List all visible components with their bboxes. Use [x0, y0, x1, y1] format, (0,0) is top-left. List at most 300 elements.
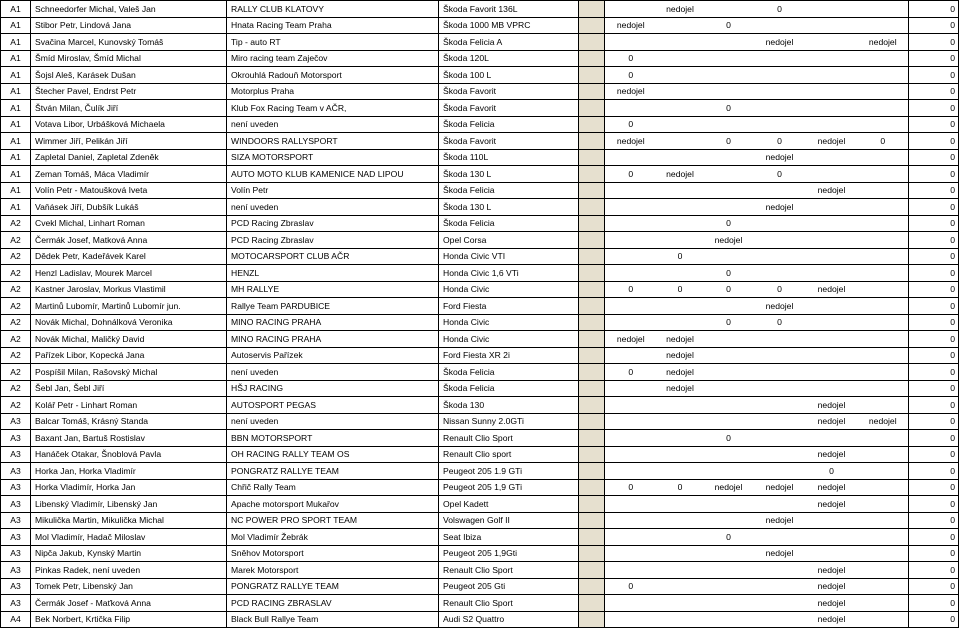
- car-cell: Škoda Favorit 136L: [439, 1, 579, 18]
- car-cell: Škoda Felicia: [439, 116, 579, 133]
- stage-3-cell: [704, 149, 754, 166]
- team-cell: RALLY CLUB KLATOVY: [227, 1, 439, 18]
- stage-4-cell: [754, 67, 806, 84]
- table-row: [1, 413, 959, 430]
- total-cell: 0: [909, 1, 959, 18]
- stage-4-cell: nedojel: [754, 34, 806, 51]
- table-row: [1, 34, 959, 51]
- stage-2-cell: [657, 397, 704, 414]
- crew-cell: Votava Libor, Urbášková Michaela: [31, 116, 227, 133]
- crew-cell: Bek Norbert, Krtička Filip: [31, 611, 227, 628]
- table-row: [1, 100, 959, 117]
- stage-1-cell: [605, 265, 657, 282]
- stage-4-cell: nedojel: [754, 479, 806, 496]
- stage-5-cell: [806, 265, 858, 282]
- stage-5-cell: [806, 232, 858, 249]
- stage-1-cell: [605, 34, 657, 51]
- team-cell: HENZL: [227, 265, 439, 282]
- total-cell: 0: [909, 17, 959, 34]
- shaded-cell: [579, 380, 605, 397]
- class-cell: A3: [1, 446, 31, 463]
- stage-1-cell: 0: [605, 166, 657, 183]
- shaded-cell: [579, 595, 605, 612]
- stage-5-cell: nedojel: [806, 479, 858, 496]
- team-cell: PONGRATZ RALLYE TEAM: [227, 463, 439, 480]
- stage-6-cell: [858, 545, 909, 562]
- table-row: [1, 611, 959, 628]
- stage-1-cell: [605, 347, 657, 364]
- stage-2-cell: [657, 265, 704, 282]
- car-cell: Opel Kadett: [439, 496, 579, 513]
- crew-cell: Martinů Lubomír, Martinů Lubomír jun.: [31, 298, 227, 315]
- stage-5-cell: nedojel: [806, 578, 858, 595]
- stage-4-cell: [754, 611, 806, 628]
- crew-cell: Baxant Jan, Bartuš Rostislav: [31, 430, 227, 447]
- table-row: [1, 248, 959, 265]
- table-row: [1, 83, 959, 100]
- stage-2-cell: nedojel: [657, 364, 704, 381]
- team-cell: WINDOORS RALLYSPORT: [227, 133, 439, 150]
- stage-4-cell: [754, 463, 806, 480]
- stage-6-cell: [858, 298, 909, 315]
- stage-2-cell: [657, 562, 704, 579]
- stage-5-cell: [806, 512, 858, 529]
- team-cell: OH RACING RALLY TEAM OS: [227, 446, 439, 463]
- total-cell: 0: [909, 446, 959, 463]
- car-cell: Škoda Favorit: [439, 133, 579, 150]
- crew-cell: Cvekl Michal, Linhart Roman: [31, 215, 227, 232]
- stage-2-cell: nedojel: [657, 331, 704, 348]
- total-cell: 0: [909, 116, 959, 133]
- stage-5-cell: [806, 83, 858, 100]
- stage-4-cell: 0: [754, 166, 806, 183]
- stage-3-cell: nedojel: [704, 479, 754, 496]
- class-cell: A1: [1, 116, 31, 133]
- stage-1-cell: [605, 611, 657, 628]
- total-cell: 0: [909, 182, 959, 199]
- total-cell: 0: [909, 100, 959, 117]
- car-cell: Honda Civic: [439, 331, 579, 348]
- team-cell: Apache motorsport Mukařov: [227, 496, 439, 513]
- stage-6-cell: [858, 1, 909, 18]
- stage-4-cell: [754, 364, 806, 381]
- stage-6-cell: [858, 331, 909, 348]
- team-cell: PCD Racing Zbraslav: [227, 232, 439, 249]
- total-cell: 0: [909, 578, 959, 595]
- shaded-cell: [579, 67, 605, 84]
- stage-2-cell: [657, 314, 704, 331]
- table-row: [1, 380, 959, 397]
- stage-6-cell: [858, 17, 909, 34]
- stage-5-cell: nedojel: [806, 595, 858, 612]
- crew-cell: Wimmer Jiří, Pelikán Jiří: [31, 133, 227, 150]
- table-row: [1, 529, 959, 546]
- shaded-cell: [579, 413, 605, 430]
- class-cell: A2: [1, 215, 31, 232]
- class-cell: A1: [1, 133, 31, 150]
- crew-cell: Svačina Marcel, Kunovský Tomáš: [31, 34, 227, 51]
- stage-6-cell: [858, 100, 909, 117]
- crew-cell: Horka Jan, Horka Vladimír: [31, 463, 227, 480]
- total-cell: 0: [909, 479, 959, 496]
- stage-1-cell: nedojel: [605, 331, 657, 348]
- stage-2-cell: [657, 578, 704, 595]
- class-cell: A1: [1, 17, 31, 34]
- team-cell: není uveden: [227, 413, 439, 430]
- team-cell: Klub Fox Racing Team v AČR,: [227, 100, 439, 117]
- table-row: [1, 116, 959, 133]
- stage-5-cell: [806, 166, 858, 183]
- stage-5-cell: [806, 34, 858, 51]
- stage-3-cell: [704, 595, 754, 612]
- car-cell: Honda Civic: [439, 281, 579, 298]
- team-cell: MOTOCARSPORT CLUB AČR: [227, 248, 439, 265]
- stage-4-cell: [754, 413, 806, 430]
- stage-4-cell: [754, 116, 806, 133]
- stage-3-cell: 0: [704, 215, 754, 232]
- stage-2-cell: 0: [657, 281, 704, 298]
- crew-cell: Novák Michal, Maličký David: [31, 331, 227, 348]
- stage-3-cell: 0: [704, 133, 754, 150]
- stage-5-cell: [806, 380, 858, 397]
- table-row: [1, 578, 959, 595]
- team-cell: AUTO MOTO KLUB KAMENICE NAD LIPOU: [227, 166, 439, 183]
- crew-cell: Horka Vladimír, Horka Jan: [31, 479, 227, 496]
- class-cell: A3: [1, 562, 31, 579]
- stage-1-cell: [605, 545, 657, 562]
- stage-1-cell: [605, 232, 657, 249]
- shaded-cell: [579, 1, 605, 18]
- stage-6-cell: nedojel: [858, 34, 909, 51]
- total-cell: 0: [909, 215, 959, 232]
- car-cell: Škoda 130 L: [439, 166, 579, 183]
- total-cell: 0: [909, 248, 959, 265]
- stage-6-cell: [858, 512, 909, 529]
- stage-5-cell: [806, 430, 858, 447]
- car-cell: Nissan Sunny 2.0GTi: [439, 413, 579, 430]
- stage-3-cell: [704, 347, 754, 364]
- stage-6-cell: [858, 232, 909, 249]
- stage-2-cell: [657, 496, 704, 513]
- stage-2-cell: [657, 83, 704, 100]
- total-cell: 0: [909, 595, 959, 612]
- class-cell: A3: [1, 529, 31, 546]
- class-cell: A3: [1, 512, 31, 529]
- stage-6-cell: [858, 364, 909, 381]
- table-row: [1, 265, 959, 282]
- stage-5-cell: [806, 17, 858, 34]
- stage-1-cell: [605, 199, 657, 216]
- shaded-cell: [579, 50, 605, 67]
- crew-cell: Mol Vladimír, Hadač Miloslav: [31, 529, 227, 546]
- shaded-cell: [579, 281, 605, 298]
- stage-1-cell: [605, 496, 657, 513]
- stage-2-cell: [657, 116, 704, 133]
- car-cell: Škoda Felicia: [439, 364, 579, 381]
- table-row: [1, 67, 959, 84]
- team-cell: Marek Motorsport: [227, 562, 439, 579]
- total-cell: 0: [909, 545, 959, 562]
- table-row: [1, 496, 959, 513]
- car-cell: Peugeot 205 1,9Gti: [439, 545, 579, 562]
- table-row: [1, 446, 959, 463]
- stage-6-cell: 0: [858, 133, 909, 150]
- stage-2-cell: [657, 50, 704, 67]
- stage-4-cell: [754, 248, 806, 265]
- crew-cell: Mikulička Martin, Mikulička Michal: [31, 512, 227, 529]
- stage-3-cell: [704, 380, 754, 397]
- car-cell: Ford Fiesta XR 2i: [439, 347, 579, 364]
- shaded-cell: [579, 199, 605, 216]
- stage-3-cell: 0: [704, 281, 754, 298]
- stage-4-cell: [754, 446, 806, 463]
- stage-1-cell: 0: [605, 364, 657, 381]
- stage-6-cell: [858, 314, 909, 331]
- car-cell: Peugeot 205 1,9 GTi: [439, 479, 579, 496]
- stage-5-cell: nedojel: [806, 611, 858, 628]
- car-cell: Honda Civic VTI: [439, 248, 579, 265]
- crew-cell: Zeman Tomáš, Máca Vladimír: [31, 166, 227, 183]
- table-row: [1, 281, 959, 298]
- stage-6-cell: [858, 562, 909, 579]
- team-cell: Motorplus Praha: [227, 83, 439, 100]
- team-cell: Okrouhlá Radouň Motorsport: [227, 67, 439, 84]
- crew-cell: Pospíšil Milan, Rašovský Michal: [31, 364, 227, 381]
- stage-1-cell: 0: [605, 281, 657, 298]
- stage-5-cell: [806, 67, 858, 84]
- stage-4-cell: [754, 562, 806, 579]
- shaded-cell: [579, 529, 605, 546]
- table-row: [1, 562, 959, 579]
- class-cell: A2: [1, 364, 31, 381]
- crew-cell: Henzl Ladislav, Mourek Marcel: [31, 265, 227, 282]
- class-cell: A3: [1, 578, 31, 595]
- stage-1-cell: 0: [605, 50, 657, 67]
- stage-4-cell: [754, 529, 806, 546]
- stage-1-cell: [605, 463, 657, 480]
- shaded-cell: [579, 232, 605, 249]
- stage-1-cell: nedojel: [605, 83, 657, 100]
- car-cell: Seat Ibiza: [439, 529, 579, 546]
- total-cell: 0: [909, 166, 959, 183]
- stage-6-cell: [858, 578, 909, 595]
- stage-6-cell: [858, 347, 909, 364]
- class-cell: A4: [1, 611, 31, 628]
- stage-2-cell: [657, 149, 704, 166]
- crew-cell: Dědek Petr, Kadeřávek Karel: [31, 248, 227, 265]
- stage-4-cell: [754, 265, 806, 282]
- stage-2-cell: [657, 100, 704, 117]
- table-row: [1, 17, 959, 34]
- stage-2-cell: [657, 545, 704, 562]
- class-cell: A2: [1, 265, 31, 282]
- stage-1-cell: [605, 562, 657, 579]
- crew-cell: Šmíd Miroslav, Šmíd Michal: [31, 50, 227, 67]
- stage-3-cell: 0: [704, 430, 754, 447]
- stage-1-cell: 0: [605, 116, 657, 133]
- total-cell: 0: [909, 50, 959, 67]
- stage-3-cell: 0: [704, 529, 754, 546]
- total-cell: 0: [909, 364, 959, 381]
- stage-2-cell: [657, 595, 704, 612]
- total-cell: 0: [909, 67, 959, 84]
- stage-3-cell: [704, 331, 754, 348]
- stage-1-cell: [605, 595, 657, 612]
- car-cell: Volswagen Golf II: [439, 512, 579, 529]
- team-cell: Mol Vladimír Žebrák: [227, 529, 439, 546]
- stage-4-cell: [754, 595, 806, 612]
- table-row: [1, 314, 959, 331]
- stage-3-cell: [704, 545, 754, 562]
- stage-2-cell: 0: [657, 248, 704, 265]
- team-cell: není uveden: [227, 199, 439, 216]
- total-cell: 0: [909, 331, 959, 348]
- crew-cell: Štván Milan, Čulík Jiří: [31, 100, 227, 117]
- total-cell: 0: [909, 496, 959, 513]
- stage-3-cell: 0: [704, 314, 754, 331]
- total-cell: 0: [909, 281, 959, 298]
- shaded-cell: [579, 611, 605, 628]
- team-cell: není uveden: [227, 364, 439, 381]
- shaded-cell: [579, 545, 605, 562]
- stage-5-cell: [806, 529, 858, 546]
- table-row: [1, 199, 959, 216]
- stage-1-cell: [605, 413, 657, 430]
- crew-cell: Novák Michal, Dohnálková Veronika: [31, 314, 227, 331]
- stage-6-cell: [858, 430, 909, 447]
- stage-2-cell: [657, 133, 704, 150]
- team-cell: PCD Racing Zbraslav: [227, 215, 439, 232]
- stage-4-cell: [754, 50, 806, 67]
- stage-1-cell: nedojel: [605, 133, 657, 150]
- total-cell: 0: [909, 83, 959, 100]
- table-row: [1, 166, 959, 183]
- stage-4-cell: [754, 347, 806, 364]
- shaded-cell: [579, 166, 605, 183]
- stage-6-cell: [858, 149, 909, 166]
- car-cell: Škoda 130: [439, 397, 579, 414]
- stage-1-cell: [605, 380, 657, 397]
- results-table-body: [1, 1, 959, 628]
- stage-3-cell: [704, 166, 754, 183]
- stage-1-cell: [605, 430, 657, 447]
- stage-6-cell: [858, 496, 909, 513]
- stage-6-cell: [858, 397, 909, 414]
- table-row: [1, 512, 959, 529]
- stage-5-cell: nedojel: [806, 133, 858, 150]
- stage-4-cell: [754, 83, 806, 100]
- stage-3-cell: [704, 34, 754, 51]
- stage-6-cell: [858, 116, 909, 133]
- shaded-cell: [579, 215, 605, 232]
- stage-3-cell: [704, 611, 754, 628]
- stage-1-cell: 0: [605, 578, 657, 595]
- shaded-cell: [579, 298, 605, 315]
- stage-2-cell: [657, 512, 704, 529]
- team-cell: Black Bull Rallye Team: [227, 611, 439, 628]
- car-cell: Škoda 110L: [439, 149, 579, 166]
- stage-4-cell: [754, 397, 806, 414]
- car-cell: Audi S2 Quattro: [439, 611, 579, 628]
- stage-5-cell: [806, 1, 858, 18]
- stage-2-cell: [657, 34, 704, 51]
- crew-cell: Pařízek Libor, Kopecká Jana: [31, 347, 227, 364]
- team-cell: SIZA MOTORSPORT: [227, 149, 439, 166]
- stage-5-cell: [806, 545, 858, 562]
- stage-4-cell: 0: [754, 133, 806, 150]
- stage-5-cell: [806, 50, 858, 67]
- stage-5-cell: [806, 149, 858, 166]
- car-cell: Škoda Felicia: [439, 215, 579, 232]
- shaded-cell: [579, 479, 605, 496]
- class-cell: A1: [1, 83, 31, 100]
- table-row: [1, 595, 959, 612]
- stage-1-cell: [605, 182, 657, 199]
- crew-cell: Balcar Tomáš, Krásný Standa: [31, 413, 227, 430]
- total-cell: 0: [909, 265, 959, 282]
- total-cell: 0: [909, 347, 959, 364]
- crew-cell: Kolář Petr - Linhart Roman: [31, 397, 227, 414]
- table-row: [1, 1, 959, 18]
- car-cell: Renault Clio Sport: [439, 430, 579, 447]
- team-cell: NC POWER PRO SPORT TEAM: [227, 512, 439, 529]
- stage-5-cell: 0: [806, 463, 858, 480]
- stage-4-cell: 0: [754, 281, 806, 298]
- crew-cell: Schneedorfer Michal, Valeš Jan: [31, 1, 227, 18]
- car-cell: Honda Civic 1,6 VTi: [439, 265, 579, 282]
- car-cell: Škoda 130 L: [439, 199, 579, 216]
- stage-1-cell: [605, 215, 657, 232]
- stage-6-cell: [858, 265, 909, 282]
- stage-2-cell: [657, 215, 704, 232]
- class-cell: A1: [1, 100, 31, 117]
- stage-5-cell: [806, 116, 858, 133]
- class-cell: A3: [1, 595, 31, 612]
- crew-cell: Nipča Jakub, Kynský Martin: [31, 545, 227, 562]
- class-cell: A1: [1, 67, 31, 84]
- total-cell: 0: [909, 34, 959, 51]
- shaded-cell: [579, 100, 605, 117]
- crew-cell: Čermák Josef - Maťková Anna: [31, 595, 227, 612]
- stage-2-cell: [657, 430, 704, 447]
- shaded-cell: [579, 149, 605, 166]
- stage-2-cell: nedojel: [657, 1, 704, 18]
- stage-3-cell: [704, 463, 754, 480]
- team-cell: Chřič Rally Team: [227, 479, 439, 496]
- shaded-cell: [579, 347, 605, 364]
- stage-5-cell: [806, 100, 858, 117]
- table-row: [1, 331, 959, 348]
- stage-4-cell: nedojel: [754, 149, 806, 166]
- car-cell: Renault Clio sport: [439, 446, 579, 463]
- team-cell: Volín Petr: [227, 182, 439, 199]
- car-cell: Škoda 1000 MB VPRC: [439, 17, 579, 34]
- shaded-cell: [579, 182, 605, 199]
- shaded-cell: [579, 331, 605, 348]
- crew-cell: Pinkas Radek, není uveden: [31, 562, 227, 579]
- stage-6-cell: [858, 281, 909, 298]
- stage-1-cell: 0: [605, 67, 657, 84]
- stage-2-cell: nedojel: [657, 347, 704, 364]
- stage-2-cell: [657, 413, 704, 430]
- stage-3-cell: [704, 562, 754, 579]
- stage-6-cell: [858, 446, 909, 463]
- stage-5-cell: nedojel: [806, 397, 858, 414]
- stage-5-cell: [806, 298, 858, 315]
- stage-4-cell: nedojel: [754, 298, 806, 315]
- stage-3-cell: [704, 298, 754, 315]
- class-cell: A1: [1, 50, 31, 67]
